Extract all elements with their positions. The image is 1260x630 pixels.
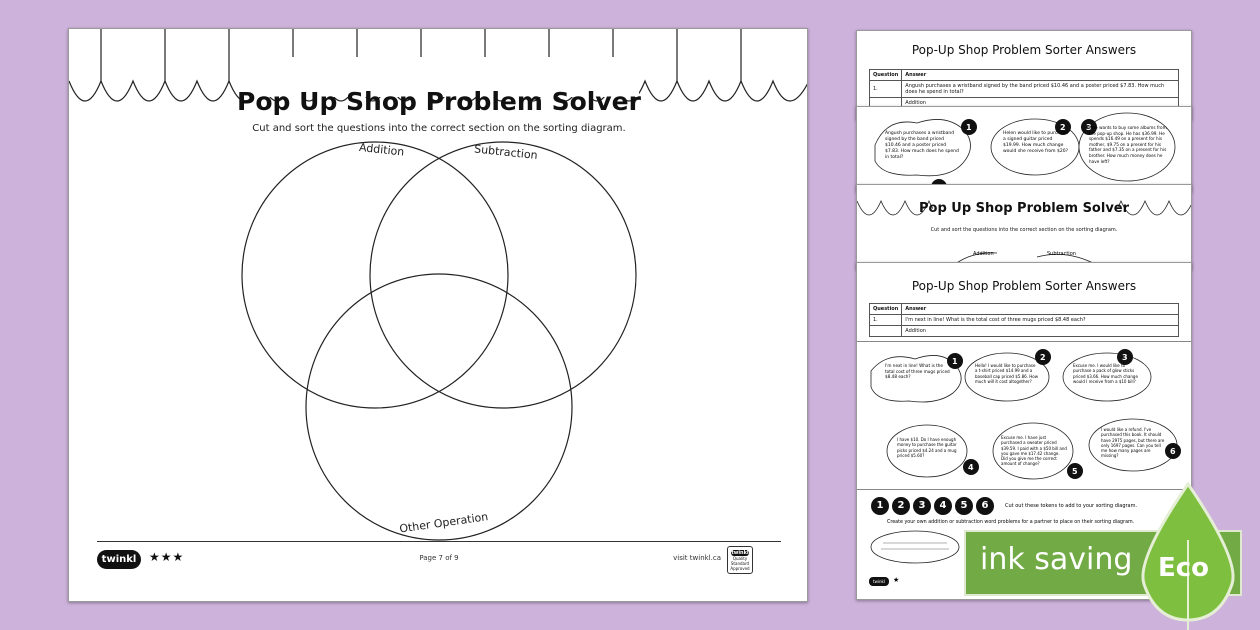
main-worksheet (68, 28, 808, 602)
svg-text:4: 4 (968, 463, 974, 472)
col-answer: Answer (902, 70, 1179, 81)
mini-subtraction-label: Subtraction (1047, 251, 1076, 257)
subtraction-label: Subtraction (473, 142, 539, 163)
worksheet-title: Pop Up Shop Problem Solver (237, 87, 641, 116)
other-operation-label: Other Operation (398, 510, 489, 536)
token: 4 (934, 497, 952, 515)
row-answer: Addition (902, 98, 1179, 109)
svg-text:5: 5 (1072, 467, 1078, 476)
page-number: Page 7 of 9 (419, 554, 459, 562)
token: 3 (913, 497, 931, 515)
quality-seal (727, 546, 753, 574)
eco-leaf-icon (1136, 480, 1240, 630)
bubble-text-q3: Excuse me. I would like to purchase a pack of glow sticks priced $3.66. How much change would I receive from a $10 bill? (1073, 363, 1138, 384)
visit-link: visit twinkl.ca (673, 554, 721, 562)
mini-solver-title: Pop Up Shop Problem Solver (918, 201, 1130, 216)
venn-diagram (69, 129, 808, 549)
token: 1 (871, 497, 889, 515)
col-answer-2: Answer (902, 304, 1179, 315)
worksheet-footer (97, 541, 781, 581)
token: 2 (892, 497, 910, 515)
bubble-text-q5: Excuse me. I have just purchased a sweater priced $39.59. I paid with a $50 bill and you gave me $17.42 change. Did you give me the correct amount of change? (1001, 435, 1067, 467)
preview-bubbles-sheet (856, 106, 1192, 192)
answers-table-1 (869, 69, 1179, 109)
bubble-text-q2: Hello! I would like to purchase a t-shirt priced $14.99 and a baseball cap priced $5.86. How much will it cost altogether? (975, 363, 1038, 384)
answers-table-2 (869, 303, 1179, 337)
mini-instruction: Cut and sort the questions into the correct section on the sorting diagram. (930, 227, 1118, 233)
seal-logo: twinkl (731, 550, 749, 556)
bubble-text-q4: I have $10. Do I have enough money to purchase the guitar picks priced $4.24 and a mug priced $5.60? (897, 437, 957, 458)
ink-saving-label: ink saving (980, 542, 1133, 577)
worksheet-instruction: Cut and sort the questions into the correct section on the sorting diagram. (252, 123, 626, 134)
addition-circle (242, 142, 508, 408)
addition-label: Addition (358, 140, 405, 159)
row-number-2: 1. (870, 315, 902, 326)
svg-text:3: 3 (1122, 353, 1128, 362)
col-question: Question (870, 70, 902, 81)
mini-twinkl-logo: twinkl (869, 577, 889, 586)
bubble-text-2: Helen would like to purchase a signed guitar priced $19.99. How much change would she receive from $20? (1003, 131, 1069, 154)
token: 5 (955, 497, 973, 515)
twinkl-logo: twinkl (97, 550, 141, 569)
svg-text:2: 2 (1060, 123, 1066, 132)
number-tokens (871, 497, 994, 515)
svg-text:1: 1 (952, 357, 958, 366)
tokens-caption: Cut out these tokens to add to your sorting diagram. (1005, 503, 1138, 509)
bubble-text-1: Angush purchases a wristband signed by the band priced $10.46 and a poster priced $7.83. How much does he spend in total? (885, 131, 959, 160)
bubble-text-3: Moe wants to buy some albums from the pop-up shop. He has $36.99. He spends $16.49 on a present for his mother, $9.75 on a present for his father and $7.35 on a present for his brother. How much money does he have left? (1089, 125, 1167, 164)
row-question-2: I'm next in line! What is the total cost of three mugs priced $8.48 each? (902, 315, 1179, 326)
preview-solver-sheet (856, 184, 1192, 270)
col-question-2: Question (870, 304, 902, 315)
create-caption: Create your own addition or subtraction word problems for a partner to place on their sorting diagram. (887, 520, 1135, 525)
eco-badge-text: Eco (1158, 553, 1210, 583)
mini-star: ★ (893, 576, 900, 584)
svg-text:1: 1 (966, 123, 972, 132)
svg-text:6: 6 (1170, 447, 1176, 456)
other-operation-circle (306, 274, 572, 540)
svg-text:2: 2 (1040, 353, 1046, 362)
token: 6 (976, 497, 994, 515)
row-number: 1. (870, 81, 902, 98)
svg-text:3: 3 (1086, 123, 1092, 132)
bubble-text-q6: I would like a refund. I've purchased this book. It should have 2975 pages, but there are only 1697 pages. Can you tell me how many pages are missing? (1101, 427, 1165, 459)
answers-title-2: Pop-Up Shop Problem Sorter Answers (911, 279, 1137, 293)
mini-addition-label: Addition (973, 251, 994, 257)
row-answer-2: Addition (902, 326, 1179, 337)
seal-caption: Quality Standard Approved (730, 556, 750, 571)
bubble-text-q1: I'm next in line! What is the total cost of three mugs priced $8.48 each? (885, 363, 950, 379)
difficulty-stars: ★★★ (149, 550, 185, 564)
answers-title-1: Pop-Up Shop Problem Sorter Answers (911, 43, 1137, 57)
subtraction-circle (370, 142, 636, 408)
row-question: Angush purchases a wristband signed by the band priced $10.46 and a poster priced $7.83. How much does he spend in total? (902, 81, 1179, 98)
